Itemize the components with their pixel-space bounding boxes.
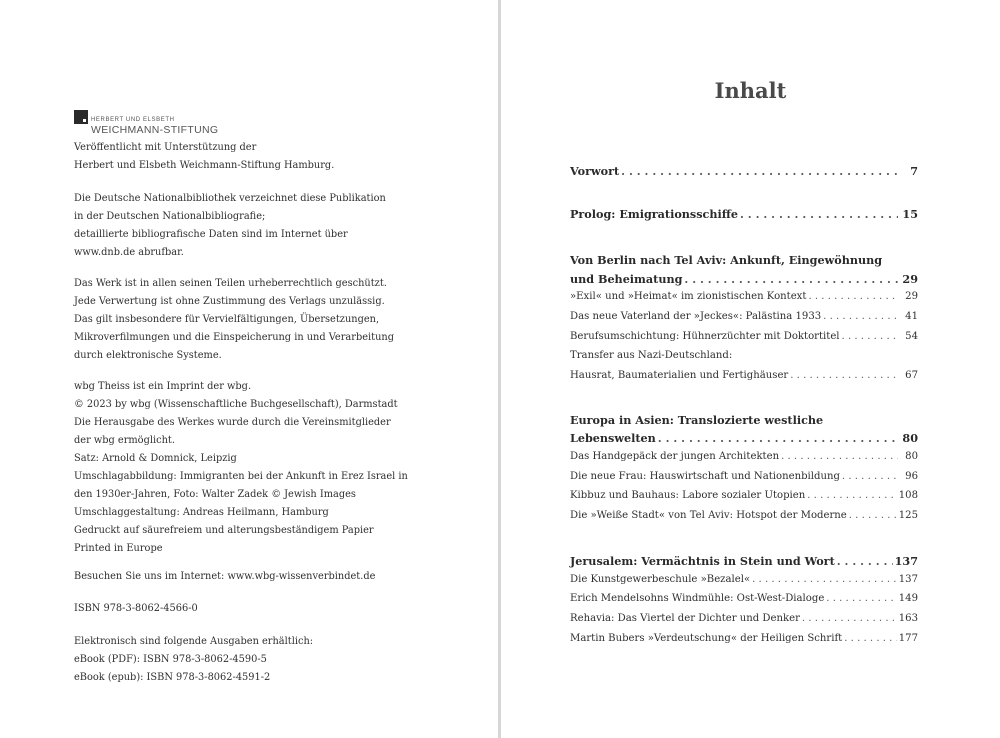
toc-entry-page: 54 xyxy=(905,331,918,342)
dot-leader xyxy=(684,272,898,286)
toc-entry[interactable] xyxy=(570,593,918,604)
toc-entry-page: 29 xyxy=(902,272,918,286)
imprint-line: Herbert und Elsbeth Weichmann-Stiftung Hamburg. xyxy=(74,160,335,171)
toc-entry-label: Hausrat, Baumaterialien und Fertighäuser xyxy=(570,370,789,381)
copyright-note xyxy=(74,275,394,365)
imprint-line: wbg Theiss ist ein Imprint der wbg. xyxy=(74,381,252,392)
dot-leader xyxy=(808,291,898,302)
dot-leader xyxy=(826,593,896,604)
toc-entry-page: 108 xyxy=(898,490,918,501)
toc-entry-label: Rehavia: Das Viertel der Dichter und Denker xyxy=(570,613,800,624)
toc-entry-page: 80 xyxy=(905,451,918,462)
toc-entry[interactable] xyxy=(570,490,918,501)
toc-section-heading: Europa in Asien: Translozierte westliche xyxy=(570,413,824,427)
ebook-note xyxy=(74,633,313,687)
foundation-logo xyxy=(74,110,224,138)
imprint-line: Elektronisch sind folgende Ausgaben erhältlich: xyxy=(74,636,314,647)
imprint-line: eBook (epub): ISBN 978-3-8062-4591-2 xyxy=(74,672,271,683)
toc-entry-label: Jerusalem: Vermächtnis in Stein und Wort xyxy=(570,554,835,568)
imprint-line: Jede Verwertung ist ohne Zustimmung des Verlags unzulässig. xyxy=(74,296,385,307)
toc-entry-first-line: Transfer aus Nazi-Deutschland: xyxy=(570,350,733,361)
toc-entry-section[interactable] xyxy=(570,554,918,568)
imprint-line: Satz: Arnold & Domnick, Leipzig xyxy=(74,453,237,464)
imprint-line: Umschlaggestaltung: Andreas Heilmann, Hamburg xyxy=(74,507,329,518)
imprint-line: Das Werk ist in allen seinen Teilen urheberrechtlich geschützt. xyxy=(74,278,387,289)
imprint-line: Besuchen Sie uns im Internet: www.wbg-wissenverbindet.de xyxy=(74,571,376,582)
dot-leader xyxy=(837,554,893,568)
dot-leader xyxy=(790,370,898,381)
imprint-line: Gedruckt auf säurefreiem und alterungsbeständigem Papier xyxy=(74,525,374,536)
dot-leader xyxy=(658,431,898,445)
toc-entry[interactable] xyxy=(570,291,918,302)
imprint-line: Die Deutsche Nationalbibliothek verzeichnet diese Publikation xyxy=(74,193,386,204)
toc-entry-page: 163 xyxy=(898,613,918,624)
dot-leader xyxy=(781,451,898,462)
toc-section-heading: Von Berlin nach Tel Aviv: Ankunft, Eingewöhnung xyxy=(570,253,883,267)
imprint-line: Umschlagabbildung: Immigranten bei der Ankunft in Erez Israel in xyxy=(74,471,408,482)
toc-entry[interactable] xyxy=(570,574,918,585)
publisher-note xyxy=(74,378,408,558)
imprint-line: Mikroverfilmungen und die Einspeicherung in und Verarbeitung xyxy=(74,332,394,343)
logo-square-icon xyxy=(74,110,88,124)
logo-name-text: WEICHMANN-STIFTUNG xyxy=(91,124,219,136)
imprint-line: durch elektronische Systeme. xyxy=(74,350,222,361)
dot-leader xyxy=(621,164,898,178)
toc-entry-label: »Exil« und »Heimat« im zionistischen Kontext xyxy=(570,291,807,302)
toc-entry-page: 7 xyxy=(910,164,918,178)
dot-leader xyxy=(849,510,897,521)
toc-entry-label: und Beheimatung xyxy=(570,272,683,286)
toc-entry-page: 177 xyxy=(898,633,918,644)
website-note xyxy=(74,568,375,586)
imprint-line: der wbg ermöglicht. xyxy=(74,435,175,446)
toc-entry-page: 125 xyxy=(898,510,918,521)
toc-entry-page: 29 xyxy=(905,291,918,302)
imprint-line: Das gilt insbesondere für Vervielfältigungen, Übersetzungen, xyxy=(74,314,380,325)
dot-leader xyxy=(842,471,898,482)
toc-entry-page: 15 xyxy=(902,207,918,221)
isbn-note xyxy=(74,600,198,618)
toc-entry-prolog[interactable] xyxy=(570,207,918,221)
toc-entry-label: Lebenswelten xyxy=(570,431,656,445)
toc-entry-label: Erich Mendelsohns Windmühle: Ost-West-Dialoge xyxy=(570,593,825,604)
dot-leader xyxy=(752,574,897,585)
toc-entry-page: 149 xyxy=(898,593,918,604)
imprint-line: www.dnb.de abrufbar. xyxy=(74,247,184,258)
toc-entry-page: 41 xyxy=(905,311,918,322)
toc-entry[interactable] xyxy=(570,331,918,342)
toc-entry-page: 80 xyxy=(902,431,918,445)
toc-entry-page: 96 xyxy=(905,471,918,482)
toc-page xyxy=(501,0,1000,738)
toc-entry[interactable] xyxy=(570,370,918,381)
dot-leader xyxy=(802,613,897,624)
toc-entry-page: 67 xyxy=(905,370,918,381)
support-note xyxy=(74,139,334,175)
imprint-line: den 1930er-Jahren, Foto: Walter Zadek © Jewish Images xyxy=(74,489,356,500)
toc-entry-label: Martin Bubers »Verdeutschung« der Heiligen Schrift xyxy=(570,633,843,644)
imprint-line: Die Herausgabe des Werkes wurde durch die Vereinsmitglieder xyxy=(74,417,391,428)
dot-leader xyxy=(807,490,896,501)
toc-entry-label: Die Kunstgewerbeschule »Bezalel« xyxy=(570,574,751,585)
imprint-line: eBook (PDF): ISBN 978-3-8062-4590-5 xyxy=(74,654,267,665)
toc-entry-section[interactable] xyxy=(570,272,918,286)
toc-entry-label: Kibbuz und Bauhaus: Labore sozialer Utopien xyxy=(570,490,806,501)
toc-entry-vorwort[interactable] xyxy=(570,164,918,178)
imprint-line: © 2023 by wbg (Wissenschaftliche Buchgesellschaft), Darmstadt xyxy=(74,399,398,410)
imprint-line: ISBN 978-3-8062-4566-0 xyxy=(74,603,198,614)
toc-entry-label: Die »Weiße Stadt« von Tel Aviv: Hotspot der Moderne xyxy=(570,510,847,521)
imprint-line: Printed in Europe xyxy=(74,543,163,554)
toc-entry[interactable] xyxy=(570,471,918,482)
toc-entry[interactable] xyxy=(570,510,918,521)
toc-entry-label: Vorwort xyxy=(570,164,620,178)
toc-entry-section[interactable] xyxy=(570,431,918,445)
dot-leader xyxy=(842,331,898,342)
toc-entry[interactable] xyxy=(570,451,918,462)
toc-entry-label: Das Handgepäck der jungen Architekten xyxy=(570,451,780,462)
toc-entry[interactable] xyxy=(570,613,918,624)
imprint-page xyxy=(0,0,498,738)
logo-small-text: HERBERT UND ELSBETH xyxy=(91,117,175,123)
imprint-line: in der Deutschen Nationalbibliografie; xyxy=(74,211,266,222)
imprint-line: detaillierte bibliografische Daten sind im Internet über xyxy=(74,229,348,240)
toc-entry[interactable] xyxy=(570,633,918,644)
toc-entry-label: Prolog: Emigrationsschiffe xyxy=(570,207,739,221)
toc-entry[interactable] xyxy=(570,311,918,322)
toc-title: Inhalt xyxy=(714,78,787,103)
imprint-line: Veröffentlicht mit Unterstützung der xyxy=(74,142,257,153)
dot-leader xyxy=(823,311,898,322)
dot-leader xyxy=(844,633,896,644)
toc-entry-label: Berufsumschichtung: Hühnerzüchter mit Doktortitel xyxy=(570,331,840,342)
toc-entry-label: Das neue Vaterland der »Jeckes«: Palästina 1933 xyxy=(570,311,822,322)
toc-entry-page: 137 xyxy=(898,574,918,585)
dnb-note xyxy=(74,190,386,262)
toc-entry-label: Die neue Frau: Hauswirtschaft und Nationenbildung xyxy=(570,471,840,482)
toc-entry-page: 137 xyxy=(894,554,918,568)
dot-leader xyxy=(740,207,898,221)
